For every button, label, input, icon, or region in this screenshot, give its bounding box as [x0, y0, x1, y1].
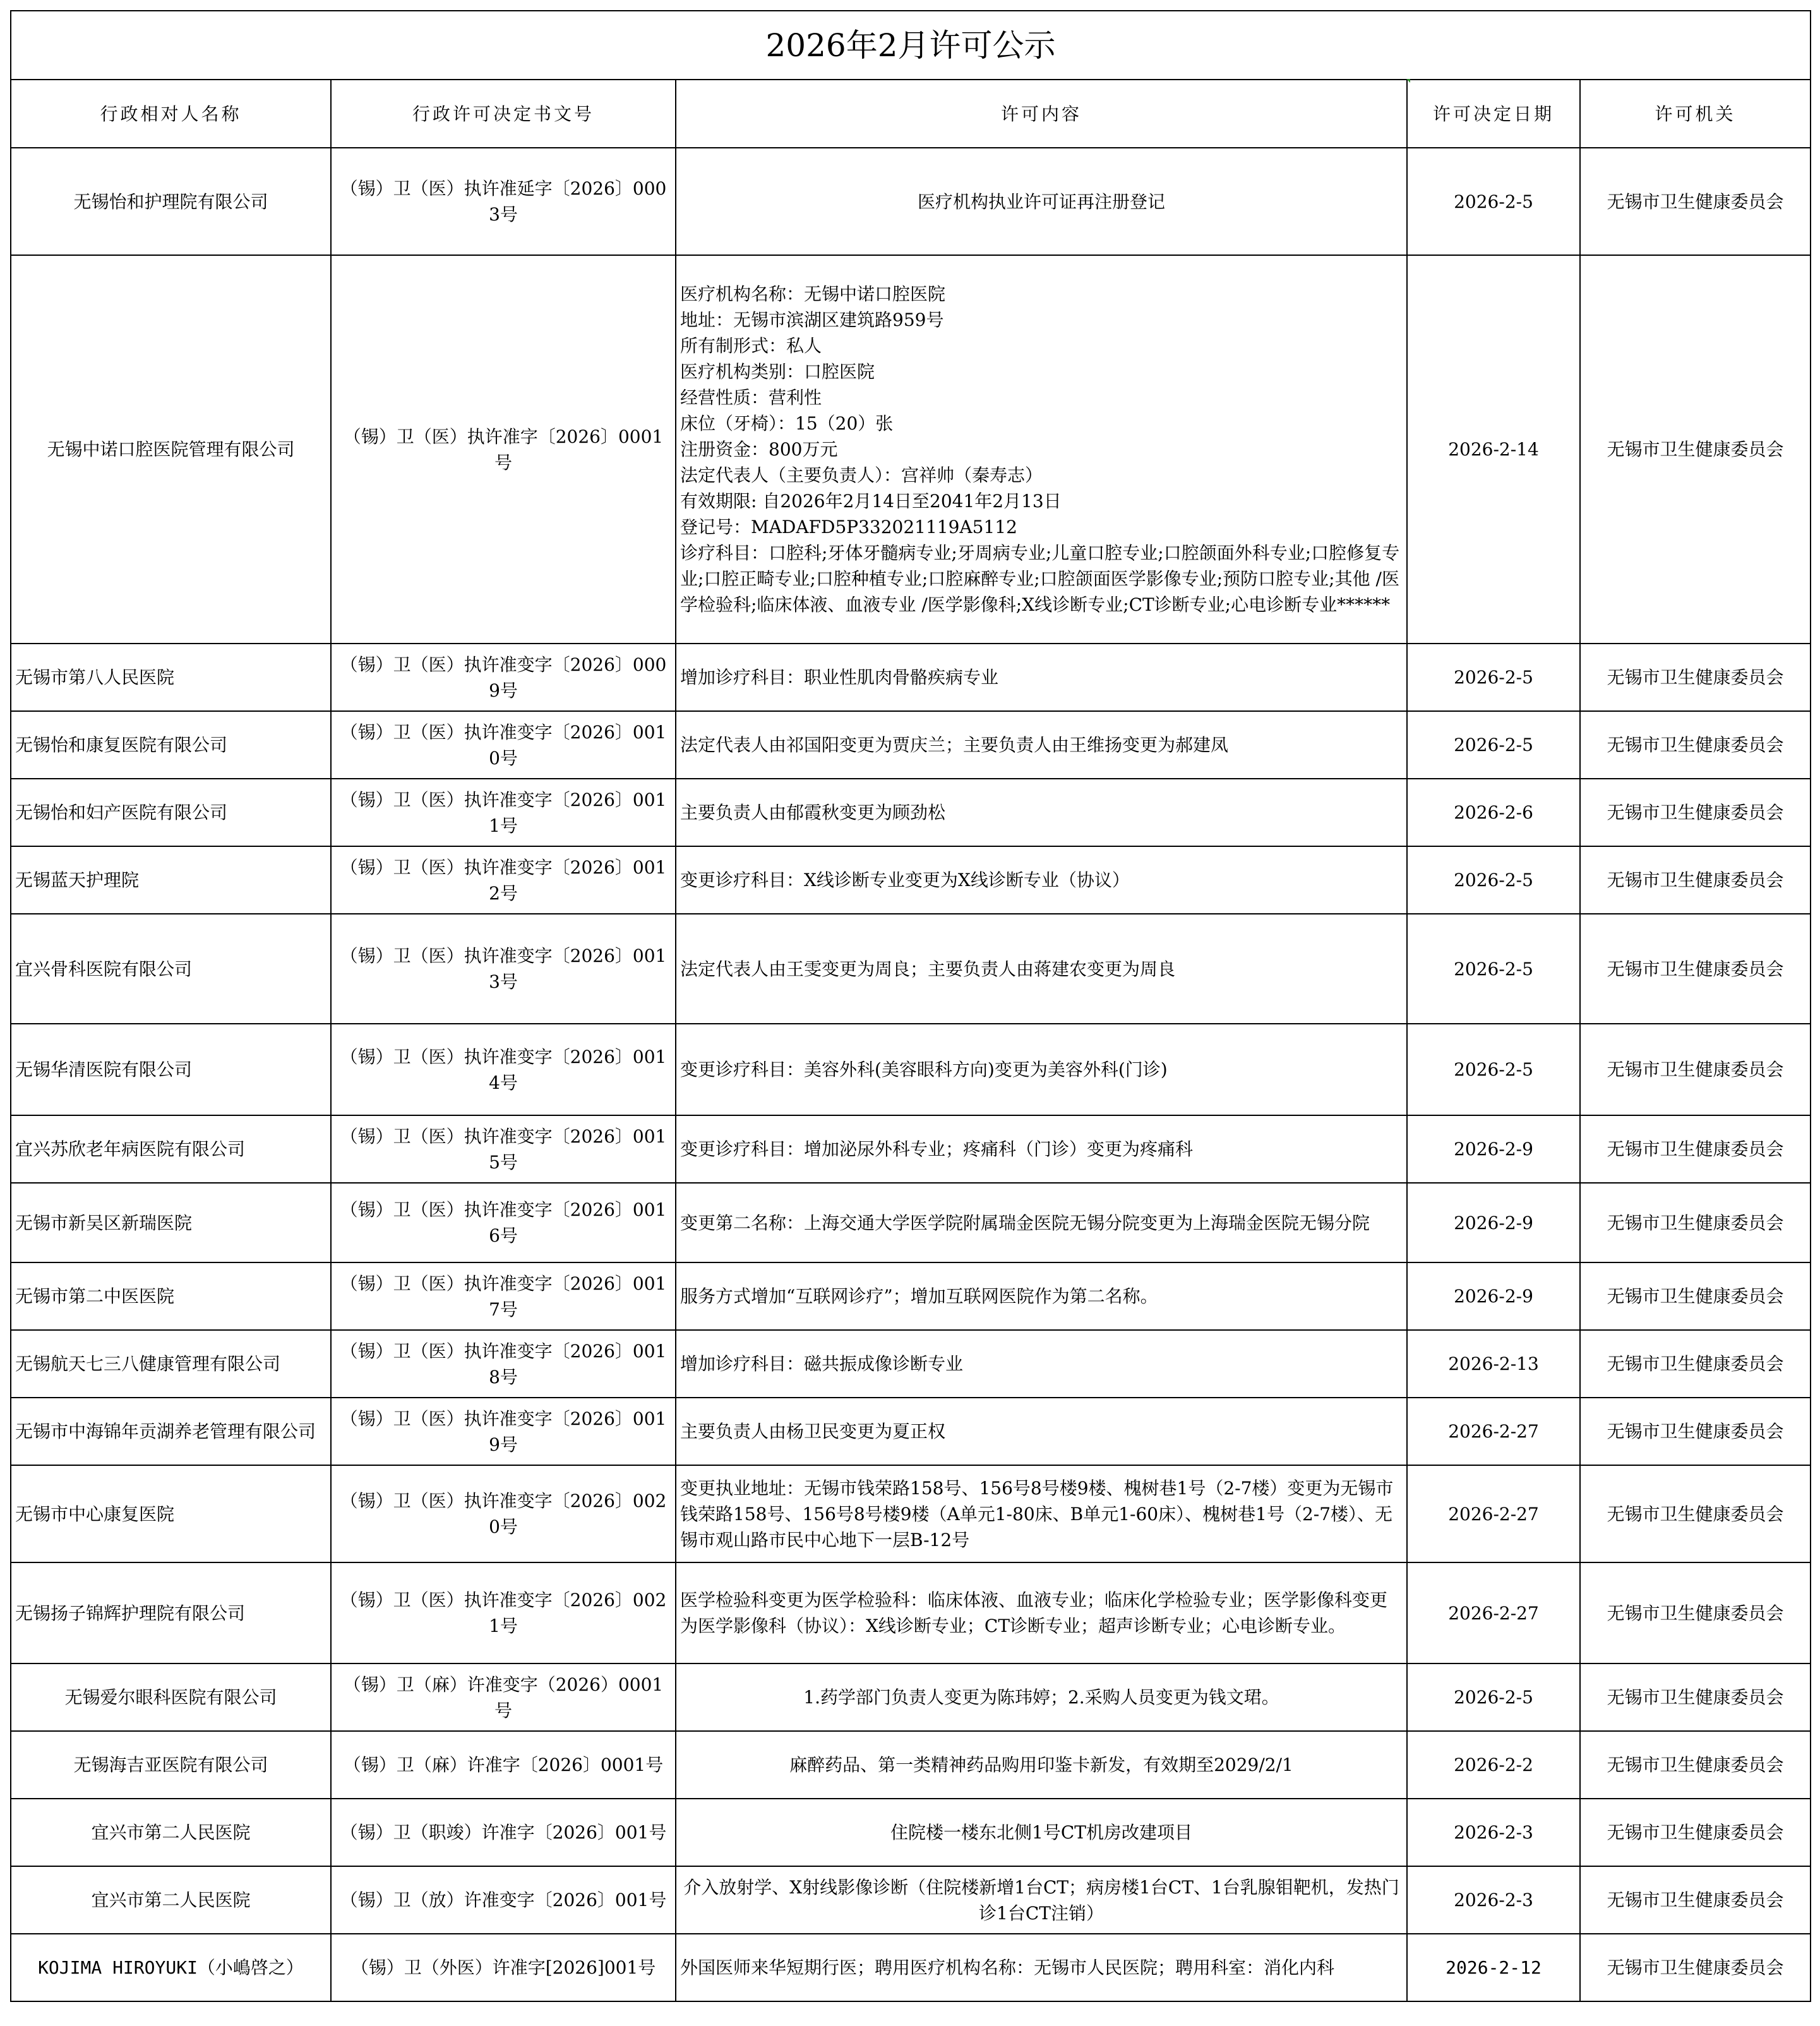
permit-detail-line: 注册资金：800万元 — [680, 439, 838, 460]
applicant-name-cell: 无锡航天七三八健康管理有限公司 — [11, 1330, 331, 1398]
decision-number-cell: （锡）卫（外医）许准字[2026]001号 — [331, 1934, 676, 2001]
decision-date-cell: 2026-2-5 — [1407, 846, 1580, 914]
decision-date-cell: 2026-2-5 — [1407, 1663, 1580, 1731]
table-row — [11, 1398, 1811, 1465]
authority-cell: 无锡市卫生健康委员会 — [1580, 779, 1811, 846]
decision-date-cell: 2026-2-5 — [1407, 1024, 1580, 1115]
applicant-name-cell: 无锡蓝天护理院 — [11, 846, 331, 914]
decision-date-cell: 2026-2-5 — [1407, 711, 1580, 779]
decision-date-cell: 2026-2-9 — [1407, 1115, 1580, 1183]
permit-content-cell: 外国医师来华短期行医；聘用医疗机构名称：无锡市人民医院；聘用科室：消化内科 — [676, 1934, 1407, 2001]
permit-content-cell: 介入放射学、X射线影像诊断（住院楼新增1台CT；病房楼1台CT、1台乳腺钼靶机，发热门诊1台CT注销） — [676, 1866, 1407, 1934]
applicant-name-cell: 宜兴骨科医院有限公司 — [11, 914, 331, 1024]
permit-detail-line: 法定代表人（主要负责人）：宫祥帅（秦寿志） — [680, 465, 1043, 486]
applicant-name-cell: 无锡市中海锦年贡湖养老管理有限公司 — [11, 1398, 331, 1465]
applicant-name-cell: 无锡华清医院有限公司 — [11, 1024, 331, 1115]
authority-cell: 无锡市卫生健康委员会 — [1580, 1934, 1811, 2001]
permit-content-cell: 主要负责人由郁霞秋变更为顾劲松 — [676, 779, 1407, 846]
table-row — [11, 846, 1811, 914]
permit-content-cell: 住院楼一楼东北侧1号CT机房改建项目 — [676, 1799, 1407, 1866]
permit-rows — [11, 148, 1811, 2001]
permit-content-cell: 麻醉药品、第一类精神药品购用印鉴卡新发，有效期至2029/2/1 — [676, 1731, 1407, 1799]
decision-date-cell: 2026-2-14 — [1407, 255, 1580, 644]
applicant-name-cell: 无锡市中心康复医院 — [11, 1465, 331, 1562]
applicant-name-cell: 无锡爱尔眼科医院有限公司 — [11, 1663, 331, 1731]
permit-content-cell: 变更诊疗科目：增加泌尿外科专业；疼痛科（门诊）变更为疼痛科 — [676, 1115, 1407, 1183]
permit-detail-line: 所有制形式：私人 — [680, 335, 822, 356]
decision-number-cell: （锡）卫（医）执许准变字〔2026〕0020号 — [331, 1465, 676, 1562]
permit-content-cell: 增加诊疗科目：磁共振成像诊断专业 — [676, 1330, 1407, 1398]
decision-number-cell: （锡）卫（医）执许准变字〔2026〕0016号 — [331, 1183, 676, 1262]
applicant-name-cell: 无锡海吉亚医院有限公司 — [11, 1731, 331, 1799]
applicant-name-cell: 无锡中诺口腔医院管理有限公司 — [11, 255, 331, 644]
permit-content-cell: 变更诊疗科目：美容外科(美容眼科方向)变更为美容外科(门诊) — [676, 1024, 1407, 1115]
table-row — [11, 644, 1811, 711]
decision-date-cell: 2026-2-9 — [1407, 1262, 1580, 1330]
decision-number-cell: （锡）卫（医）执许准变字〔2026〕0015号 — [331, 1115, 676, 1183]
table-row — [11, 1799, 1811, 1866]
decision-number-cell: （锡）卫（放）许准变字〔2026〕001号 — [331, 1866, 676, 1934]
decision-number-cell: （锡）卫（医）执许准变字〔2026〕0012号 — [331, 846, 676, 914]
applicant-name-cell: 宜兴市第二人民医院 — [11, 1799, 331, 1866]
table-row — [11, 779, 1811, 846]
decision-date-cell: 2026-2-9 — [1407, 1183, 1580, 1262]
decision-number-cell: （锡）卫（医）执许准变字〔2026〕0011号 — [331, 779, 676, 846]
decision-date-cell: 2026-2-27 — [1407, 1398, 1580, 1465]
authority-cell: 无锡市卫生健康委员会 — [1580, 1398, 1811, 1465]
permit-content-cell: 增加诊疗科目：职业性肌肉骨骼疾病专业 — [676, 644, 1407, 711]
applicant-name-cell: 无锡怡和护理院有限公司 — [11, 148, 331, 255]
authority-cell: 无锡市卫生健康委员会 — [1580, 1465, 1811, 1562]
table-row — [11, 1330, 1811, 1398]
table-row — [11, 914, 1811, 1024]
permit-content-cell: 服务方式增加“互联网诊疗”；增加互联网医院作为第二名称。 — [676, 1262, 1407, 1330]
permit-detail-line: 床位（牙椅）：15（20）张 — [680, 413, 894, 434]
applicant-name-cell: 宜兴苏欣老年病医院有限公司 — [11, 1115, 331, 1183]
decision-number-cell: （锡）卫（麻）许准字〔2026〕0001号 — [331, 1731, 676, 1799]
cell-comment-marker — [1406, 79, 1410, 83]
permit-content-cell: 医疗机构执业许可证再注册登记 — [676, 148, 1407, 255]
authority-cell: 无锡市卫生健康委员会 — [1580, 1731, 1811, 1799]
decision-date-cell: 2026-2-3 — [1407, 1799, 1580, 1866]
decision-number-cell: （锡）卫（职竣）许准字〔2026〕001号 — [331, 1799, 676, 1866]
table-row — [11, 148, 1811, 255]
authority-cell: 无锡市卫生健康委员会 — [1580, 1115, 1811, 1183]
decision-number-cell: （锡）卫（医）执许准延字〔2026〕0003号 — [331, 148, 676, 255]
decision-number-cell: （锡）卫（麻）许准变字（2026）0001号 — [331, 1663, 676, 1731]
column-header-authority: 许可机关 — [1580, 80, 1811, 148]
decision-date-cell: 2026-2-2 — [1407, 1731, 1580, 1799]
authority-cell: 无锡市卫生健康委员会 — [1580, 1866, 1811, 1934]
authority-cell: 无锡市卫生健康委员会 — [1580, 1663, 1811, 1731]
applicant-name-cell: 无锡市第二中医医院 — [11, 1262, 331, 1330]
authority-cell: 无锡市卫生健康委员会 — [1580, 1024, 1811, 1115]
applicant-name-cell: 无锡市新吴区新瑞医院 — [11, 1183, 331, 1262]
decision-number-cell: （锡）卫（医）执许准变字〔2026〕0010号 — [331, 711, 676, 779]
table-row — [11, 1024, 1811, 1115]
permit-content-cell: 变更诊疗科目：X线诊断专业变更为X线诊断专业（协议） — [676, 846, 1407, 914]
permit-detail-line: 地址：无锡市滨湖区建筑路959号 — [680, 309, 944, 330]
permit-content-cell: 变更执业地址：无锡市钱荣路158号、156号8号楼9楼、槐树巷1号（2-7楼）变更为无锡市钱荣路158号、156号8号楼9楼（A单元1-80床、B单元1-60床）、槐树巷1号（2-7楼）、无锡市观山路市民中心地下一层B-12号 — [676, 1465, 1407, 1562]
permit-sheet — [10, 10, 1810, 2002]
permit-detail-line: 医疗机构类别：口腔医院 — [680, 361, 875, 382]
column-header-date: 许可决定日期 — [1407, 80, 1580, 148]
decision-date-cell: 2026-2-3 — [1407, 1866, 1580, 1934]
applicant-name-cell: 无锡市第八人民医院 — [11, 644, 331, 711]
table-row — [11, 1731, 1811, 1799]
column-header-doc-no: 行政许可决定书文号 — [331, 80, 676, 148]
applicant-name-cell: 无锡怡和康复医院有限公司 — [11, 711, 331, 779]
applicant-name-cell: KOJIMA HIROYUKI（小嶋啓之） — [11, 1934, 331, 2001]
authority-cell: 无锡市卫生健康委员会 — [1580, 1183, 1811, 1262]
decision-number-cell: （锡）卫（医）执许准变字〔2026〕0021号 — [331, 1562, 676, 1663]
authority-cell: 无锡市卫生健康委员会 — [1580, 1562, 1811, 1663]
permit-table — [10, 10, 1811, 2002]
decision-date-cell: 2026-2-12 — [1407, 1934, 1580, 2001]
page-title: 2026年2月许可公示 — [11, 11, 1811, 80]
decision-number-cell: （锡）卫（医）执许准变字〔2026〕0019号 — [331, 1398, 676, 1465]
permit-detail-line: 医疗机构名称：无锡中诺口腔医院 — [680, 284, 946, 304]
authority-cell: 无锡市卫生健康委员会 — [1580, 1799, 1811, 1866]
authority-cell: 无锡市卫生健康委员会 — [1580, 1262, 1811, 1330]
permit-content-cell: 法定代表人由祁国阳变更为贾庆兰；主要负责人由王维扬变更为郝建凤 — [676, 711, 1407, 779]
decision-date-cell: 2026-2-27 — [1407, 1562, 1580, 1663]
table-row — [11, 711, 1811, 779]
permit-content-cell: 法定代表人由王雯变更为周良；主要负责人由蒋建农变更为周良 — [676, 914, 1407, 1024]
decision-date-cell: 2026-2-27 — [1407, 1465, 1580, 1562]
permit-detail-line: 经营性质：营利性 — [680, 387, 822, 408]
decision-number-cell: （锡）卫（医）执许准变字〔2026〕0009号 — [331, 644, 676, 711]
table-row — [11, 1562, 1811, 1663]
applicant-name-cell: 无锡怡和妇产医院有限公司 — [11, 779, 331, 846]
decision-number-cell: （锡）卫（医）执许准变字〔2026〕0014号 — [331, 1024, 676, 1115]
column-header-name: 行政相对人名称 — [11, 80, 331, 148]
permit-content-cell: 主要负责人由杨卫民变更为夏正权 — [676, 1398, 1407, 1465]
authority-cell: 无锡市卫生健康委员会 — [1580, 846, 1811, 914]
applicant-name-cell: 无锡扬子锦辉护理院有限公司 — [11, 1562, 331, 1663]
permit-content-cell: 医学检验科变更为医学检验科：临床体液、血液专业；临床化学检验专业；医学影像科变更为医学影像科（协议）：X线诊断专业；CT诊断专业；超声诊断专业；心电诊断专业。 — [676, 1562, 1407, 1663]
authority-cell: 无锡市卫生健康委员会 — [1580, 711, 1811, 779]
decision-number-cell: （锡）卫（医）执许准变字〔2026〕0018号 — [331, 1330, 676, 1398]
permit-content-cell: 1.药学部门负责人变更为陈玮婷；2.采购人员变更为钱文珺。 — [676, 1663, 1407, 1731]
authority-cell: 无锡市卫生健康委员会 — [1580, 1330, 1811, 1398]
table-row — [11, 1115, 1811, 1183]
authority-cell: 无锡市卫生健康委员会 — [1580, 914, 1811, 1024]
authority-cell: 无锡市卫生健康委员会 — [1580, 644, 1811, 711]
table-row — [11, 1465, 1811, 1562]
permit-content-cell — [676, 255, 1407, 644]
decision-number-cell: （锡）卫（医）执许准变字〔2026〕0017号 — [331, 1262, 676, 1330]
table-row — [11, 1934, 1811, 2001]
decision-number-cell: （锡）卫（医）执许准变字〔2026〕0013号 — [331, 914, 676, 1024]
decision-date-cell: 2026-2-5 — [1407, 148, 1580, 255]
decision-date-cell: 2026-2-5 — [1407, 644, 1580, 711]
authority-cell: 无锡市卫生健康委员会 — [1580, 255, 1811, 644]
permit-detail-line: 登记号：MADAFD5P332021119A5112 — [680, 517, 1017, 537]
decision-number-cell: （锡）卫（医）执许准字〔2026〕0001号 — [331, 255, 676, 644]
permit-detail-line: 有效期限: 自2026年2月14日至2041年2月13日 — [680, 491, 1062, 512]
applicant-name-cell: 宜兴市第二人民医院 — [11, 1866, 331, 1934]
table-row — [11, 255, 1811, 644]
table-row — [11, 1262, 1811, 1330]
table-row — [11, 1663, 1811, 1731]
authority-cell: 无锡市卫生健康委员会 — [1580, 148, 1811, 255]
decision-date-cell: 2026-2-6 — [1407, 779, 1580, 846]
table-row — [11, 1183, 1811, 1262]
decision-date-cell: 2026-2-5 — [1407, 914, 1580, 1024]
column-header-content: 许可内容 — [676, 80, 1407, 148]
permit-content-cell: 变更第二名称：上海交通大学医学院附属瑞金医院无锡分院变更为上海瑞金医院无锡分院 — [676, 1183, 1407, 1262]
decision-date-cell: 2026-2-13 — [1407, 1330, 1580, 1398]
table-row — [11, 1866, 1811, 1934]
permit-detail-line: 诊疗科目：口腔科;牙体牙髓病专业;牙周病专业;儿童口腔专业;口腔颌面外科专业;口腔修复专业;口腔正畸专业;口腔种植专业;口腔麻醉专业;口腔颌面医学影像专业;预防口腔专业;其他 /医学检验科;临床体液、血液专业 /医学影像科;X线诊断专业;CT诊断专业;心电诊断专业****** — [680, 542, 1400, 615]
